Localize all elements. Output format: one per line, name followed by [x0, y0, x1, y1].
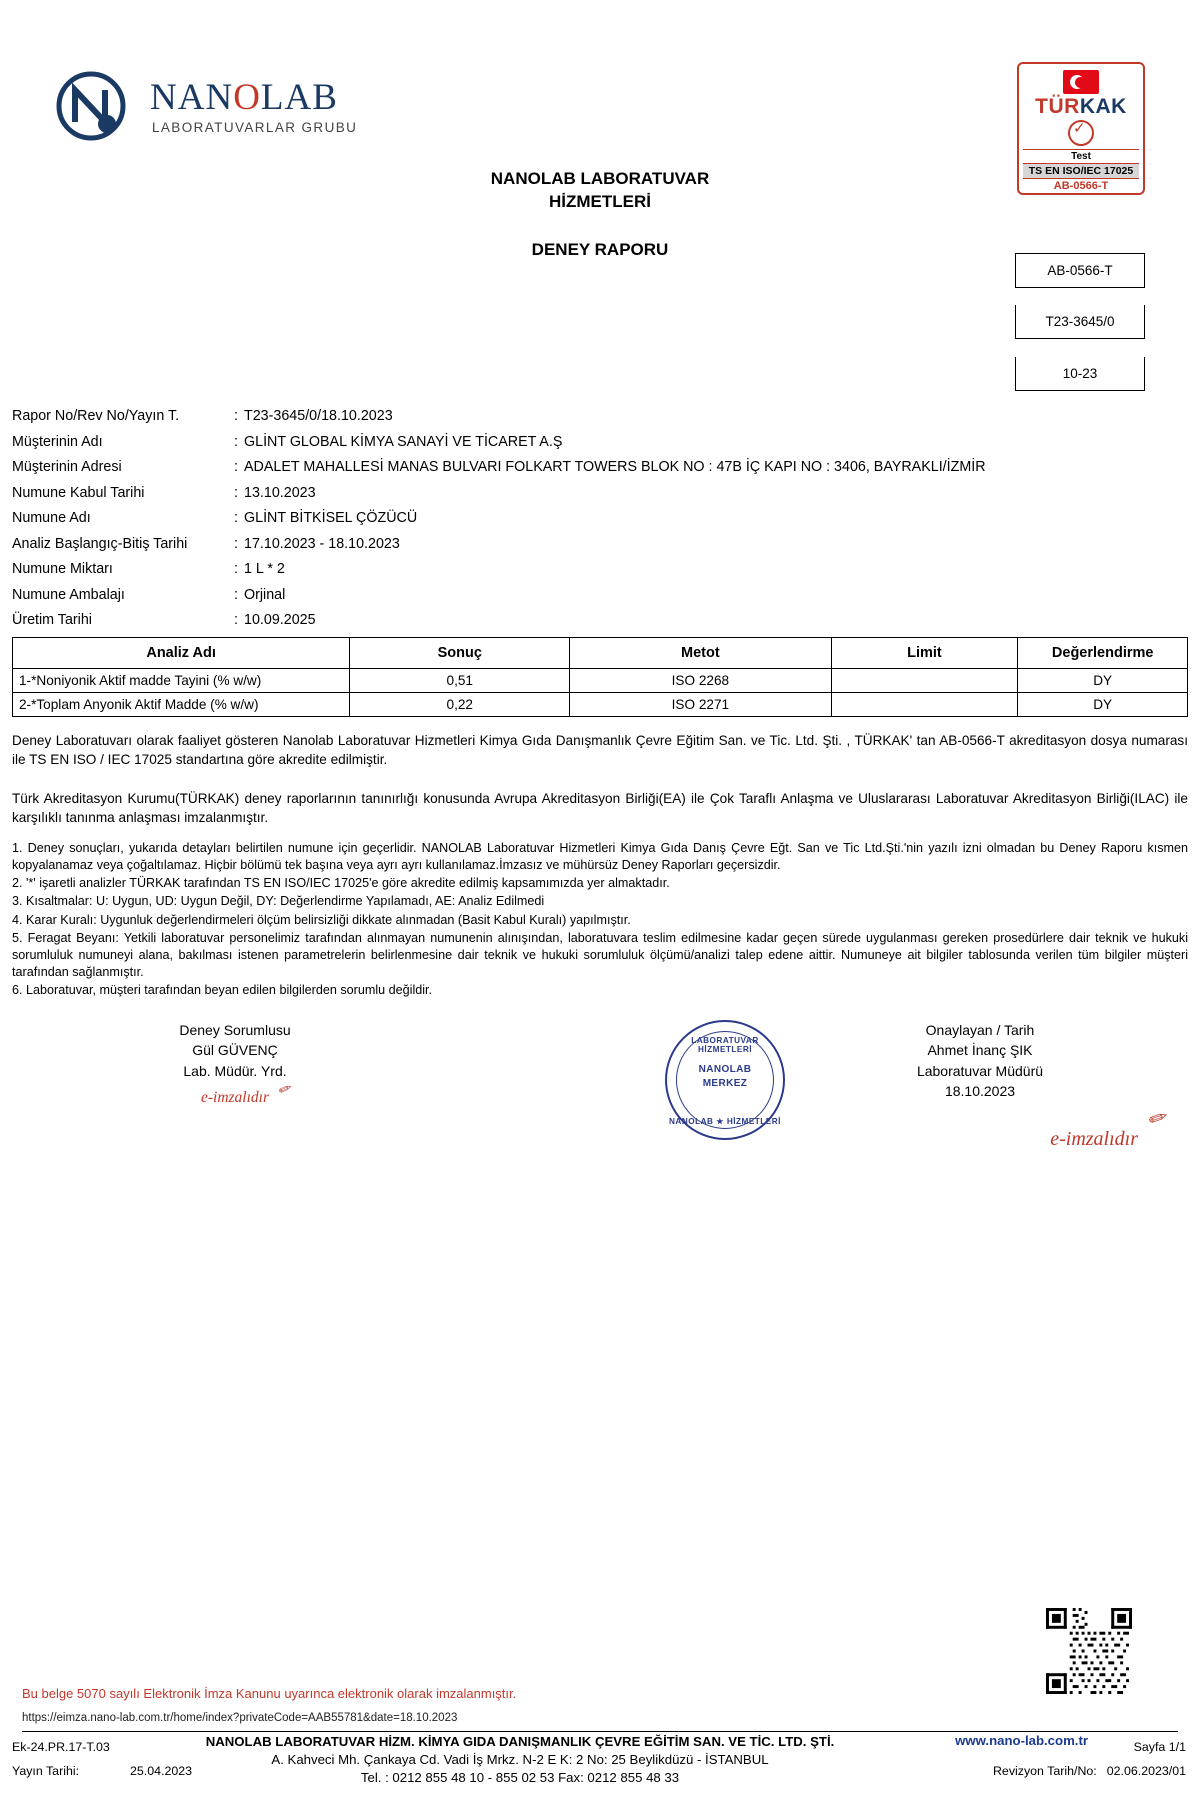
- meta-label: Müşterinin Adı: [12, 433, 103, 450]
- meta-row: [12, 532, 1192, 558]
- meta-label: Rapor No/Rev No/Yayın T.: [12, 408, 180, 424]
- meta-colon: :: [234, 433, 238, 450]
- cell-evaluation: DY: [1018, 693, 1188, 717]
- e-signature-text: e-imzalıdır: [200, 1088, 270, 1106]
- signature-name: Gül GÜVENÇ: [192, 1042, 278, 1059]
- turkak-code: AB-0566-T: [1023, 178, 1139, 193]
- note-item: 6. Laboratuvar, müşteri tarafından beyan edilen bilgilerden sorumlu değildir.: [12, 983, 433, 997]
- report-no-box: T23-3645/0: [1015, 305, 1145, 339]
- footer-doc-info: [12, 1736, 192, 1783]
- table-header-row: [13, 638, 1188, 669]
- meta-label: Numune Miktarı: [12, 561, 113, 577]
- footer-doc-code-row: [12, 1736, 192, 1760]
- document-title-block: [380, 168, 820, 260]
- recognition-paragraph: Türk Akreditasyon Kurumu(TÜRKAK) deney raporlarının tanınırlığı konusunda Avrupa Akreditasyon Birliği(EA) ile Çok Taraflı Anlaşma ve Uluslararası Laboratuvar Akreditasyon Birliği(ILAC) ile karşılıklı tanınma anlaşması imzalanmıştır.: [12, 791, 1188, 825]
- page-title-line1: NANOLAB LABORATUVAR: [490, 169, 710, 188]
- note-item: 5. Feragat Beyanı: Yetkili laboratuvar personelimiz tarafından alınmayan numunenin alınışından, laboratuvara teslim edilmesine kadar geçen sürede uygulanması gereken prosedürlere dair teknik ve hukuki sorumluluk numuneyi alana, bakılması istenen parametrelerin belirlenmesine dair teknik ve hukuki sorumluluk ölçümü/analizi talep edene aittir. Numuneye ait bilgiler tablosunda verilen tüm bilgiler müşteri tarafından sağlanmıştır.: [12, 930, 1188, 979]
- meta-label: Üretim Tarihi: [12, 612, 92, 628]
- meta-value: 1 L * 2: [244, 561, 285, 577]
- stamp-line-1: NANOLAB: [698, 1064, 752, 1075]
- meta-row: [12, 557, 1192, 583]
- note-item: 2. '*' işaretli analizler TÜRKAK tarafından TS EN ISO/IEC 17025'e göre akredite edilmiş kapsamımızda yer almaktadır.: [12, 876, 670, 891]
- e-signature-left: [200, 1081, 291, 1109]
- turkak-standard: TS EN ISO/IEC 17025: [1023, 163, 1139, 178]
- footer-website[interactable]: www.nano-lab.com.tr: [955, 1733, 1088, 1748]
- turkak-word-left: TÜR: [1035, 95, 1080, 118]
- footer-revision-row: [993, 1760, 1186, 1784]
- signature-block-left: [105, 1020, 365, 1109]
- note-item: 4. Karar Kuralı: Uygunluk değerlendirmeleri ölçüm belirsizliği dikkate alınmadan (Basit Kabul Kuralı) yapılmıştır.: [12, 912, 631, 927]
- meta-colon: :: [234, 612, 238, 628]
- verification-link[interactable]: https://eimza.nano-lab.com.tr/home/index?privateCode=AAB55781&date=18.10.2023: [22, 1712, 458, 1724]
- cell-limit: [831, 669, 1018, 693]
- approver-date: 18.10.2023: [944, 1082, 1016, 1099]
- footer-company-block: [120, 1733, 920, 1788]
- column-header-result: Sonuç: [350, 638, 570, 669]
- stamp-arc-top: LABORATUVAR HİZMETLERİ: [691, 1036, 759, 1054]
- footer-revision-label: Revizyon Tarih/No:: [992, 1763, 1097, 1778]
- meta-label: Numune Kabul Tarihi: [12, 484, 145, 501]
- e-signature-right: [1050, 1105, 1168, 1151]
- footer-page-info: [993, 1736, 1186, 1783]
- logo-word-part1: N: [150, 77, 178, 118]
- note-item: 3. Kısaltmalar: U: Uygun, UD: Uygun Değil, DY: Değerlendirme Yapılamadı, AE: Analiz Edilmedi: [12, 894, 545, 909]
- meta-label: Analiz Başlangıç-Bitiş Tarihi: [12, 535, 188, 552]
- cell-evaluation: DY: [1018, 669, 1188, 693]
- stamp-arc-bottom: NANOLAB ★ HİZMETLERİ: [669, 1117, 781, 1126]
- meta-value: 10.09.2025: [244, 612, 316, 628]
- meta-colon: :: [234, 484, 238, 501]
- meta-colon: :: [234, 510, 238, 526]
- page-title-line2: HİZMETLERİ: [549, 191, 651, 211]
- laboratory-stamp: [665, 1020, 785, 1140]
- meta-colon: :: [234, 586, 238, 603]
- footer-publish-date: 25.04.2023: [130, 1763, 193, 1778]
- cell-result: 0,51: [350, 669, 570, 693]
- pen-icon: ✐: [275, 1081, 291, 1100]
- company-logo: [55, 70, 395, 150]
- column-header-method: Metot: [570, 638, 831, 669]
- logo-word-part3: LAB: [260, 77, 338, 118]
- footer-publish-label: Yayın Tarihi:: [12, 1763, 80, 1778]
- meta-value: 13.10.2023: [244, 484, 316, 501]
- meta-row: [12, 583, 1192, 609]
- accreditation-code-box: AB-0566-T: [1015, 253, 1145, 288]
- meta-value: GLİNT GLOBAL KİMYA SANAYİ VE TİCARET A.Ş: [244, 433, 563, 450]
- period-box: 10-23: [1015, 357, 1145, 391]
- cell-limit: [831, 693, 1018, 717]
- meta-row: [12, 455, 1192, 481]
- footer-address: A. Kahveci Mh. Çankaya Cd. Vadi İş Mrkz. N-2 E K: 2 No: 25 Beylikdüzü - İSTANBUL: [271, 1752, 769, 1768]
- meta-colon: :: [234, 408, 238, 424]
- turkish-flag-icon: [1063, 70, 1099, 94]
- turkak-accreditation-badge: [1017, 62, 1145, 195]
- column-header-evaluation: Değerlendirme: [1018, 638, 1188, 669]
- logo-subtitle: LABORATUVARLAR GRUBU: [152, 120, 358, 135]
- table-row: [13, 669, 1188, 693]
- turkak-word-right: KAK: [1079, 95, 1127, 118]
- meta-colon: :: [234, 459, 238, 475]
- e-signature-text: e-imzalıdır: [1050, 1128, 1138, 1150]
- page-subtitle: DENEY RAPORU: [531, 239, 669, 259]
- table-row: [13, 693, 1188, 717]
- footer-revision-value: 02.06.2023/01: [1106, 1763, 1186, 1778]
- report-meta-fields: [12, 404, 1192, 634]
- meta-colon: :: [234, 535, 238, 552]
- cell-method: ISO 2271: [570, 693, 831, 717]
- meta-value: ADALET MAHALLESİ MANAS BULVARI FOLKART TOWERS BLOK NO : 47B İÇ KAPI NO : 3406, BAYRAKLI/İZMİR: [244, 459, 986, 475]
- footer-divider: [22, 1731, 1178, 1732]
- cell-result: 0,22: [350, 693, 570, 717]
- signature-role: Deney Sorumlusu: [179, 1022, 291, 1038]
- logo-word-part2: AN: [177, 77, 234, 118]
- logo-wordmark: [150, 76, 338, 119]
- meta-row: [12, 481, 1192, 507]
- meta-row: [12, 506, 1192, 532]
- pen-icon: ✐: [1143, 1105, 1168, 1133]
- qr-code: [1046, 1608, 1132, 1694]
- accreditation-paragraph: Deney Laboratuvarı olarak faaliyet gösteren Nanolab Laboratuvar Hizmetleri Kimya Gıda Danışmanlık Çevre Eğitim San. ve Tic. Ltd. Şti. , TÜRKAK' tan AB-0566-T akreditasyon dosya numarası ile TS EN ISO / IEC 17025 standartına göre akredite edilmiştir.: [12, 733, 1188, 767]
- signature-title: Lab. Müdür. Yrd.: [183, 1062, 287, 1079]
- signature-block-right: [835, 1020, 1125, 1101]
- notes-list: [12, 840, 1188, 1000]
- check-icon: [1068, 120, 1094, 146]
- nanolab-logo-icon: [55, 70, 127, 142]
- column-header-analysis: Analiz Adı: [13, 638, 350, 669]
- stamp-line-2: MERKEZ: [702, 1078, 748, 1089]
- meta-value: GLİNT BİTKİSEL ÇÖZÜCÜ: [244, 510, 418, 526]
- footer-phone: Tel. : 0212 855 48 10 - 855 02 53 Fax: 0212 855 48 33: [360, 1770, 680, 1786]
- approver-role: Onaylayan / Tarih: [925, 1022, 1035, 1038]
- meta-value: Orjinal: [244, 586, 286, 603]
- turkak-test-label: Test: [1023, 149, 1139, 163]
- cell-analysis: 1-*Noniyonik Aktif madde Tayini (% w/w): [13, 669, 350, 693]
- approver-name: Ahmet İnanç ŞIK: [927, 1042, 1033, 1059]
- cell-method: ISO 2268: [570, 669, 831, 693]
- meta-value: 17.10.2023 - 18.10.2023: [244, 535, 400, 552]
- cell-analysis: 2-*Toplam Anyonik Aktif Madde (% w/w): [13, 693, 350, 717]
- meta-label: Müşterinin Adresi: [12, 459, 122, 475]
- meta-row: [12, 404, 1192, 430]
- logo-word-accent: O: [233, 77, 261, 118]
- footer-publish-row: [12, 1760, 192, 1784]
- meta-colon: :: [234, 561, 238, 577]
- meta-row: [12, 608, 1192, 634]
- results-table: [12, 637, 1188, 717]
- approver-title: Laboratuvar Müdürü: [916, 1062, 1044, 1079]
- note-item: 1. Deney sonuçları, yukarıda detayları belirtilen numune için geçerlidir. NANOLAB Laboratuvar Hizmetleri Kimya Gıda Danış Çevre Eğt. San ve Tic Ltd.Şti.'nin yazılı izni olmadan bu Deney Raporu kısmen kopyalanamaz veya çoğaltılamaz. Hiçbir bölümü tek başına veya ayrı ayrı kullanılamaz.İmzasız ve mühürsüz Deney Raporları geçersizdir.: [12, 841, 1188, 873]
- meta-row: [12, 430, 1192, 456]
- column-header-limit: Limit: [831, 638, 1018, 669]
- meta-label: Numune Adı: [12, 510, 91, 526]
- meta-value: T23-3645/0/18.10.2023: [244, 408, 393, 424]
- footer-company-name: NANOLAB LABORATUVAR HİZM. KİMYA GIDA DANIŞMANLIK ÇEVRE EĞİTİM SAN. VE TİC. LTD. ŞTİ.: [205, 1734, 835, 1749]
- footer-doc-code: Ek-24.PR.17-T.03: [12, 1740, 110, 1754]
- footer-page-number: Sayfa 1/1: [1133, 1740, 1186, 1754]
- electronic-signature-notice: Bu belge 5070 sayılı Elektronik İmza Kanunu uyarınca elektronik olarak imzalanmıştır.: [22, 1686, 517, 1701]
- meta-label: Numune Ambalajı: [12, 586, 125, 603]
